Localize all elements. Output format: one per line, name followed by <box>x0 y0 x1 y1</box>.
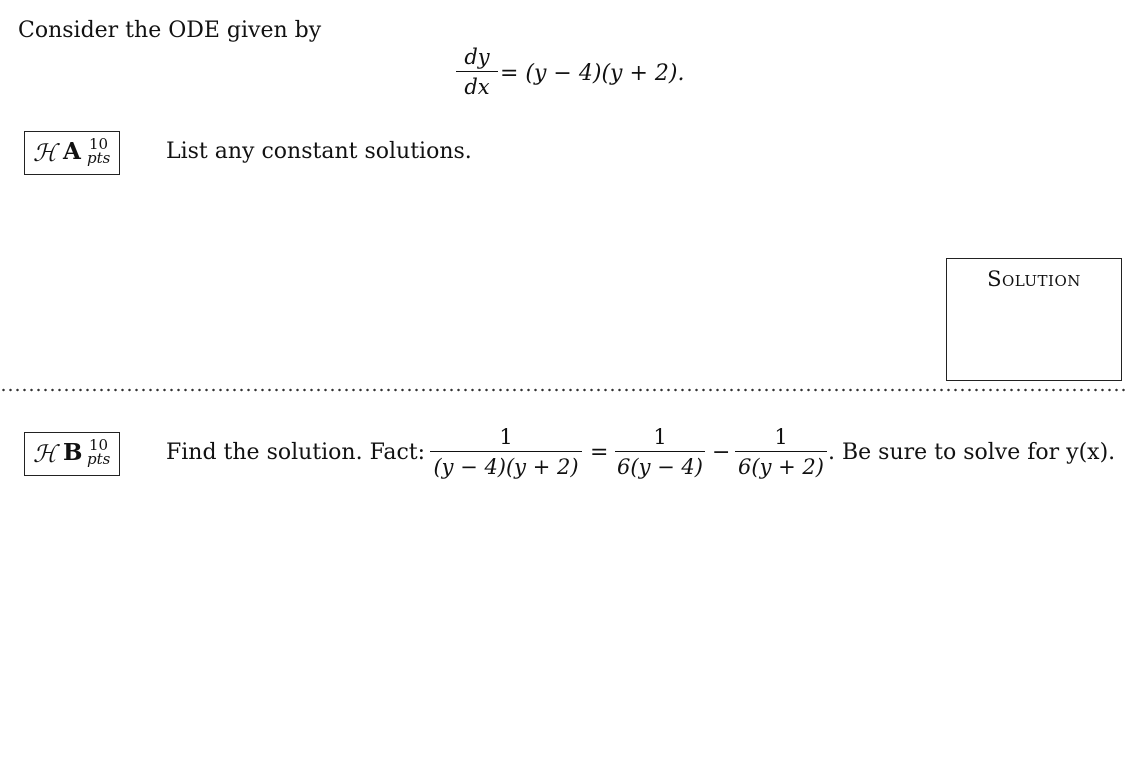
question-b-prompt-start: Find the solution. Fact: <box>166 440 426 465</box>
fraction-denominator: 6(y − 4) <box>617 455 703 480</box>
points-value: 10 <box>89 135 109 153</box>
equals-sign: = <box>590 440 609 465</box>
solution-box[interactable] <box>946 258 1122 381</box>
question-letter: B <box>63 439 83 466</box>
ode-denominator: dx <box>464 75 490 100</box>
question-b-points-box <box>24 432 120 476</box>
points-label: pts <box>87 149 111 167</box>
points-value: 10 <box>89 436 109 454</box>
fraction-bar <box>430 451 582 452</box>
question-a-prompt: List any constant solutions. <box>166 139 472 164</box>
intro-text: Consider the ODE given by <box>18 18 322 43</box>
ode-numerator: dy <box>464 45 490 69</box>
fraction-numerator: 1 <box>653 425 667 449</box>
ode-rhs: = (y − 4)(y + 2). <box>500 61 685 86</box>
fraction-denominator: (y − 4)(y + 2) <box>433 455 579 480</box>
fraction-denominator: 6(y + 2) <box>738 455 824 480</box>
minus-sign: − <box>712 440 731 465</box>
fact-fraction-term1 <box>615 424 705 480</box>
points-label: pts <box>87 450 111 468</box>
fraction-bar <box>456 71 498 72</box>
fraction-bar <box>615 451 705 452</box>
fraction-bar <box>735 451 827 452</box>
fact-fraction-term2 <box>735 424 827 480</box>
question-b-prompt-end: . Be sure to solve for y(x). <box>828 440 1116 465</box>
question-a-points-box <box>24 131 120 175</box>
fact-fraction-lhs <box>430 424 582 480</box>
dotted-divider <box>0 388 1126 392</box>
question-letter: A <box>63 138 81 165</box>
fraction-numerator: 1 <box>499 425 513 449</box>
fraction-numerator: 1 <box>774 425 788 449</box>
ode-derivative-fraction <box>456 44 498 100</box>
solution-label: Solution <box>987 267 1081 291</box>
homework-symbol-icon: ℋ <box>33 139 57 167</box>
homework-symbol-icon: ℋ <box>33 440 57 468</box>
